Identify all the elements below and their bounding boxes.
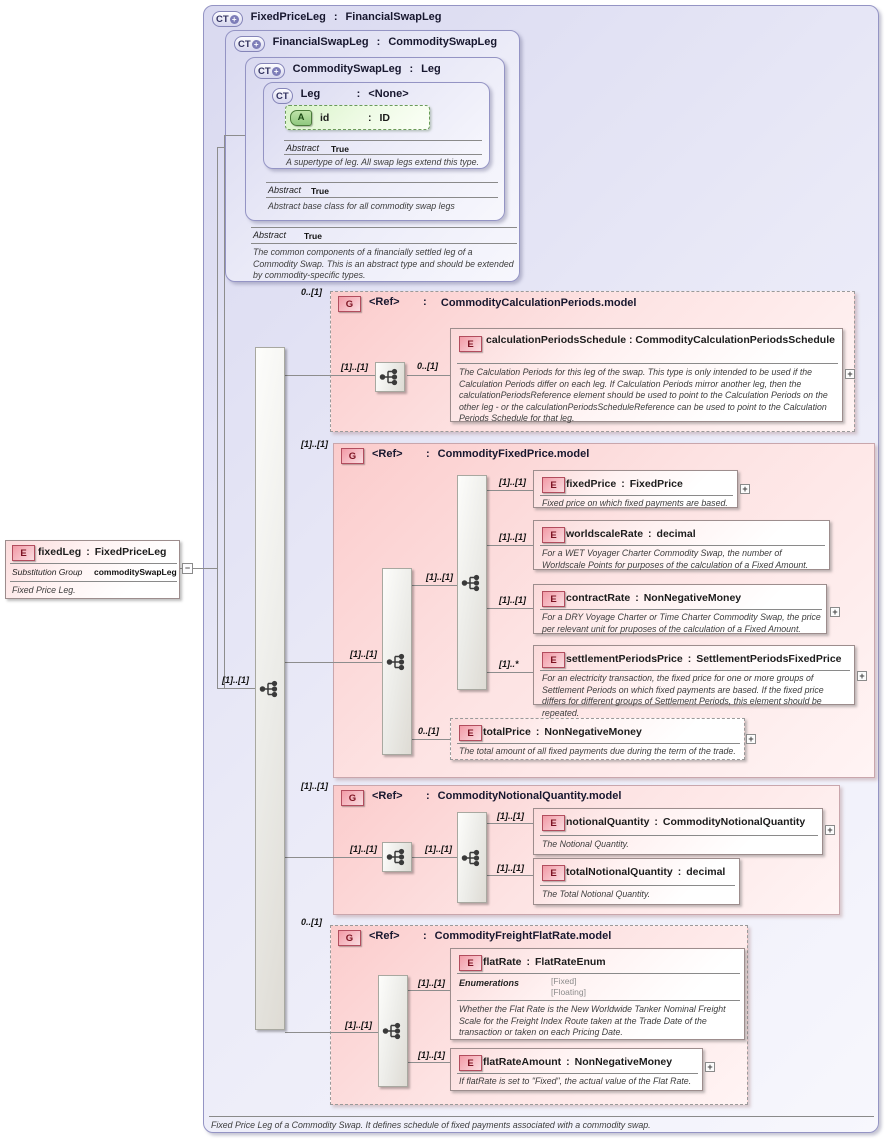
attribute-box-id[interactable] bbox=[285, 105, 430, 130]
type-header-financialswapleg bbox=[234, 36, 497, 52]
element-box-notionalquantity[interactable] bbox=[533, 808, 823, 855]
element-name: settlementPeriodsPrice bbox=[566, 653, 683, 665]
expand-button[interactable]: + bbox=[740, 484, 750, 494]
sequence-bar bbox=[382, 842, 412, 872]
cardinality-label: [1]..[1] bbox=[418, 978, 445, 988]
element-icon: E bbox=[542, 865, 565, 881]
element-box-fixedleg[interactable] bbox=[5, 540, 180, 599]
divider bbox=[266, 197, 498, 198]
connector-line bbox=[412, 585, 457, 586]
plus-badge-icon: + bbox=[230, 15, 239, 24]
sequence-icon bbox=[379, 366, 401, 388]
group-name: <Ref> bbox=[369, 296, 400, 308]
connector-line bbox=[285, 375, 375, 376]
cardinality-label: 0..[1] bbox=[301, 287, 323, 297]
colon: : bbox=[629, 334, 633, 346]
colon: : bbox=[648, 528, 652, 540]
connector-line bbox=[407, 990, 450, 991]
divider bbox=[457, 363, 838, 364]
complex-type-icon: CT + bbox=[234, 36, 265, 52]
colon: : bbox=[566, 1056, 570, 1068]
sequence-icon bbox=[382, 1020, 404, 1042]
colon: : bbox=[677, 866, 682, 878]
element-name: calculationPeriodsSchedule bbox=[486, 334, 627, 346]
element-type: NonNegativeMoney bbox=[643, 592, 742, 604]
divider bbox=[457, 973, 740, 974]
colon: : bbox=[426, 448, 430, 460]
attribute-icon: A bbox=[290, 110, 312, 126]
element-type: CommodityNotionalQuantity bbox=[662, 816, 806, 828]
element-title bbox=[566, 478, 683, 490]
cardinality-label: [1]..[1] bbox=[426, 572, 453, 582]
cardinality-label: [1]..[1] bbox=[341, 362, 368, 372]
cardinality-label: [1]..[1] bbox=[497, 863, 524, 873]
element-name: totalPrice bbox=[483, 726, 531, 738]
colon: : bbox=[333, 11, 338, 23]
choice-bar bbox=[457, 475, 487, 690]
expand-button[interactable]: + bbox=[746, 734, 756, 744]
choice-bar bbox=[457, 812, 487, 903]
cardinality-label: [1]..[1] bbox=[499, 532, 526, 542]
group-type: CommodityFixedPrice.model bbox=[437, 448, 590, 460]
complex-type-icon: CT bbox=[272, 88, 293, 104]
colon: : bbox=[423, 930, 427, 942]
element-icon: E bbox=[12, 545, 35, 561]
colon: : bbox=[687, 653, 692, 665]
element-doc: The total amount of all fixed payments due during the term of the trade. bbox=[459, 746, 736, 756]
cardinality-label: [1]..[1] bbox=[499, 477, 526, 487]
element-name: flatRate bbox=[483, 956, 522, 968]
type-header-leg bbox=[272, 88, 409, 104]
sequence-bar bbox=[378, 975, 408, 1087]
element-type: FlatRateEnum bbox=[535, 956, 606, 968]
abstract-value: True bbox=[304, 231, 322, 241]
colon: : bbox=[635, 592, 639, 604]
connector-line bbox=[217, 147, 225, 148]
divider bbox=[251, 227, 517, 228]
connector-line bbox=[224, 135, 225, 688]
colon: : bbox=[423, 296, 427, 308]
expand-button[interactable]: + bbox=[857, 671, 867, 681]
group-header bbox=[341, 448, 589, 464]
colon: : bbox=[86, 546, 90, 558]
expand-button[interactable]: + bbox=[705, 1062, 715, 1072]
element-box-contractrate[interactable] bbox=[533, 584, 827, 634]
group-type: CommodityCalculationPeriods.model bbox=[440, 297, 637, 309]
element-icon: E bbox=[542, 527, 565, 543]
connector-line bbox=[217, 147, 218, 688]
element-title bbox=[38, 546, 166, 558]
divider bbox=[540, 545, 825, 546]
element-title bbox=[566, 653, 842, 665]
connector-line bbox=[285, 662, 382, 663]
colon: : bbox=[368, 111, 372, 124]
choice-icon bbox=[461, 847, 483, 869]
abstract-label: Abstract bbox=[253, 230, 287, 240]
sequence-icon bbox=[386, 846, 408, 868]
divider bbox=[457, 1073, 698, 1074]
divider bbox=[284, 140, 482, 141]
element-name: totalNotionalQuantity bbox=[566, 866, 673, 878]
connector-line bbox=[407, 375, 450, 376]
connector-line bbox=[487, 672, 533, 673]
group-icon: G bbox=[341, 790, 364, 806]
element-box-totalnotionalquantity[interactable] bbox=[533, 858, 740, 905]
element-type: decimal bbox=[656, 528, 696, 540]
connector-line bbox=[487, 545, 533, 546]
group-type: CommodityNotionalQuantity.model bbox=[437, 790, 622, 802]
connector-line bbox=[407, 1062, 450, 1063]
abstract-label: Abstract bbox=[268, 185, 302, 195]
element-type: decimal bbox=[686, 866, 726, 878]
cardinality-label: [1]..[1] bbox=[301, 781, 328, 791]
cardinality-label: [1]..* bbox=[499, 659, 519, 669]
element-type: CommodityCalculationPeriodsSchedule bbox=[635, 334, 835, 346]
element-icon: E bbox=[542, 591, 565, 607]
sequence-bar bbox=[255, 347, 285, 1030]
cardinality-label: [1]..[1] bbox=[418, 1050, 445, 1060]
element-box-flatrateamount[interactable] bbox=[450, 1048, 703, 1091]
colon: : bbox=[654, 816, 658, 828]
group-name: <Ref> bbox=[372, 790, 403, 802]
enum-value: [Floating] bbox=[551, 987, 586, 997]
collapse-toggle[interactable]: − bbox=[182, 563, 193, 574]
element-type: NonNegativeMoney bbox=[544, 726, 642, 738]
element-box-fixedprice[interactable] bbox=[533, 470, 738, 508]
base-type: <None> bbox=[368, 88, 409, 100]
complex-type-icon: CT + bbox=[212, 11, 243, 27]
type-name: FinancialSwapLeg bbox=[272, 36, 369, 48]
element-type: SettlementPeriodsFixedPrice bbox=[696, 653, 842, 665]
group-icon: G bbox=[341, 448, 364, 464]
type-name: FixedPriceLeg bbox=[250, 11, 326, 23]
group-icon: G bbox=[338, 930, 361, 946]
base-type: FinancialSwapLeg bbox=[345, 11, 442, 23]
element-icon: E bbox=[542, 652, 565, 668]
divider bbox=[540, 885, 735, 886]
type-name: Leg bbox=[300, 88, 321, 100]
element-title bbox=[483, 726, 642, 738]
element-box-calculationperiodsschedule[interactable] bbox=[450, 328, 843, 422]
cardinality-label: [1]..[1] bbox=[350, 649, 377, 659]
element-doc: For a WET Voyager Charter Commodity Swap, the number of Worldscale Points for purposes of the calculation of a Fixed Amount. bbox=[542, 548, 809, 570]
element-title bbox=[566, 592, 741, 604]
cardinality-label: 0..[1] bbox=[418, 726, 440, 736]
element-name: contractRate bbox=[566, 592, 631, 604]
abstract-value: True bbox=[331, 144, 349, 154]
element-box-flatrate[interactable] bbox=[450, 948, 745, 1040]
element-box-worldscalerate[interactable] bbox=[533, 520, 830, 570]
element-box-totalprice[interactable] bbox=[450, 718, 745, 760]
element-type: FixedPriceLeg bbox=[94, 546, 167, 558]
element-doc: For a DRY Voyage Charter or Time Charter Commodity Swap, the price per relevant unit for pruposes of the calculation of a Fixed Amount. bbox=[542, 612, 821, 634]
type-doc: Abstract base class for all commodity swap legs bbox=[268, 201, 455, 211]
element-doc: Whether the Flat Rate is the New Worldwide Tanker Nominal Freight Scale for the Freight Index Route taken at the Trade Date of the transaction or taken on each Pricing Date. bbox=[459, 1004, 726, 1038]
element-title bbox=[566, 866, 725, 878]
element-name: fixedLeg bbox=[38, 546, 82, 558]
element-doc: If flatRate is set to "Fixed", the actual value of the Flat Rate. bbox=[459, 1076, 692, 1086]
divider bbox=[457, 1000, 740, 1001]
element-type: NonNegativeMoney bbox=[574, 1056, 673, 1068]
type-doc: The common components of a financially settled leg of a Commodity Swap. This is an abstract type and should be extended by commodity-specific types. bbox=[253, 247, 514, 281]
group-header bbox=[341, 790, 621, 806]
colon: : bbox=[621, 478, 625, 490]
sequence-icon bbox=[386, 651, 408, 673]
base-type: Leg bbox=[421, 63, 441, 75]
element-title bbox=[483, 956, 606, 968]
attribute-type: ID bbox=[379, 111, 390, 124]
sequence-bar bbox=[375, 362, 405, 392]
element-title bbox=[566, 528, 696, 540]
divider bbox=[10, 581, 177, 582]
enumerations-label: Enumerations bbox=[459, 978, 520, 988]
attribute-name: id bbox=[320, 111, 330, 124]
group-header bbox=[338, 930, 611, 946]
footer-divider bbox=[209, 1116, 874, 1117]
plus-badge-icon: + bbox=[252, 40, 261, 49]
divider bbox=[10, 563, 177, 564]
element-doc: For an electricity transaction, the fixed price for one or more groups of Settlement Periods on which fixed payments are based. If the fixed price differs for different groups of Settlement Periods, this element should be repeated. bbox=[542, 673, 824, 718]
connector-line bbox=[487, 608, 533, 609]
cardinality-label: 0..[1] bbox=[301, 917, 323, 927]
sequence-icon bbox=[259, 678, 281, 700]
element-doc: The Total Notional Quantity. bbox=[542, 889, 651, 899]
connector-line bbox=[285, 857, 382, 858]
element-doc: The Calculation Periods for this leg of the swap. This type is only intended to be used if the Calculation Periods differ on each leg. If Calculation Periods mirror another leg, then the calculationPeriodsReference element should be used to point to the Calculation Periods on the other leg - or the calculationPeriodsScheduleReference can be used to point to the Calculation Periods Schedule for that leg. bbox=[459, 367, 828, 424]
connector-line bbox=[412, 857, 457, 858]
divider bbox=[540, 609, 822, 610]
element-icon: E bbox=[459, 725, 482, 741]
divider bbox=[540, 495, 733, 496]
element-box-settlementperiodsprice[interactable] bbox=[533, 645, 855, 718]
group-header bbox=[338, 296, 643, 312]
divider bbox=[457, 743, 740, 744]
substitution-group-value: commoditySwapLeg bbox=[94, 567, 177, 577]
group-icon: G bbox=[338, 296, 361, 312]
element-icon: E bbox=[542, 477, 565, 493]
type-header-commodityswapleg bbox=[254, 63, 441, 79]
enum-value: [Fixed] bbox=[551, 976, 577, 986]
expand-button[interactable]: + bbox=[845, 369, 855, 379]
type-footer-doc: Fixed Price Leg of a Commodity Swap. It defines schedule of fixed payments associated with a commodity swap. bbox=[211, 1120, 651, 1130]
cardinality-label: [1]..[1] bbox=[499, 595, 526, 605]
divider bbox=[540, 670, 850, 671]
substitution-group-label: Substitution Group bbox=[12, 567, 83, 577]
connector-line bbox=[487, 875, 533, 876]
type-doc: A supertype of leg. All swap legs extend this type. bbox=[286, 157, 479, 167]
connector-line bbox=[487, 823, 533, 824]
cardinality-label: [1]..[1] bbox=[301, 439, 328, 449]
element-name: worldscaleRate bbox=[566, 528, 644, 540]
connector-line bbox=[285, 1032, 378, 1033]
type-header-fixedpriceleg bbox=[212, 11, 442, 27]
choice-icon bbox=[461, 572, 483, 594]
group-name: <Ref> bbox=[372, 448, 403, 460]
divider bbox=[284, 154, 482, 155]
element-icon: E bbox=[459, 955, 482, 971]
sequence-bar bbox=[382, 568, 412, 755]
complex-type-icon: CT + bbox=[254, 63, 285, 79]
cardinality-label: [1]..[1] bbox=[497, 811, 524, 821]
group-type: CommodityFreightFlatRate.model bbox=[434, 930, 612, 942]
connector-line bbox=[412, 739, 450, 740]
divider bbox=[251, 243, 517, 244]
expand-button[interactable]: + bbox=[825, 825, 835, 835]
abstract-label: Abstract bbox=[286, 143, 320, 153]
connector-line bbox=[217, 688, 255, 689]
element-type: FixedPrice bbox=[629, 478, 683, 490]
plus-badge-icon: + bbox=[272, 67, 281, 76]
cardinality-label: [1]..[1] bbox=[425, 844, 452, 854]
element-icon: E bbox=[459, 1055, 482, 1071]
cardinality-label: [1]..[1] bbox=[222, 675, 249, 685]
abstract-value: True bbox=[311, 186, 329, 196]
element-doc: The Notional Quantity. bbox=[542, 839, 629, 849]
connector-line bbox=[487, 490, 533, 491]
element-title bbox=[566, 816, 805, 828]
element-icon: E bbox=[542, 815, 565, 831]
element-name: fixedPrice bbox=[566, 478, 617, 490]
base-type: CommoditySwapLeg bbox=[388, 36, 498, 48]
expand-button[interactable]: + bbox=[830, 607, 840, 617]
type-name: CommoditySwapLeg bbox=[292, 63, 402, 75]
element-title bbox=[483, 334, 838, 347]
element-doc: Fixed price on which fixed payments are based. bbox=[542, 498, 728, 508]
element-name: flatRateAmount bbox=[483, 1056, 562, 1068]
divider bbox=[540, 835, 818, 836]
colon: : bbox=[426, 790, 430, 802]
colon: : bbox=[376, 36, 381, 48]
colon: : bbox=[526, 956, 531, 968]
group-name: <Ref> bbox=[369, 930, 400, 942]
element-name: notionalQuantity bbox=[566, 816, 650, 828]
element-doc: Fixed Price Leg. bbox=[12, 585, 76, 595]
colon: : bbox=[535, 726, 540, 738]
colon: : bbox=[356, 88, 361, 100]
colon: : bbox=[409, 63, 414, 75]
cardinality-label: [1]..[1] bbox=[345, 1020, 372, 1030]
cardinality-label: [1]..[1] bbox=[350, 844, 377, 854]
connector-line bbox=[224, 135, 245, 136]
divider bbox=[266, 182, 498, 183]
element-title bbox=[483, 1056, 672, 1068]
cardinality-label: 0..[1] bbox=[417, 361, 439, 371]
element-icon: E bbox=[459, 336, 482, 352]
